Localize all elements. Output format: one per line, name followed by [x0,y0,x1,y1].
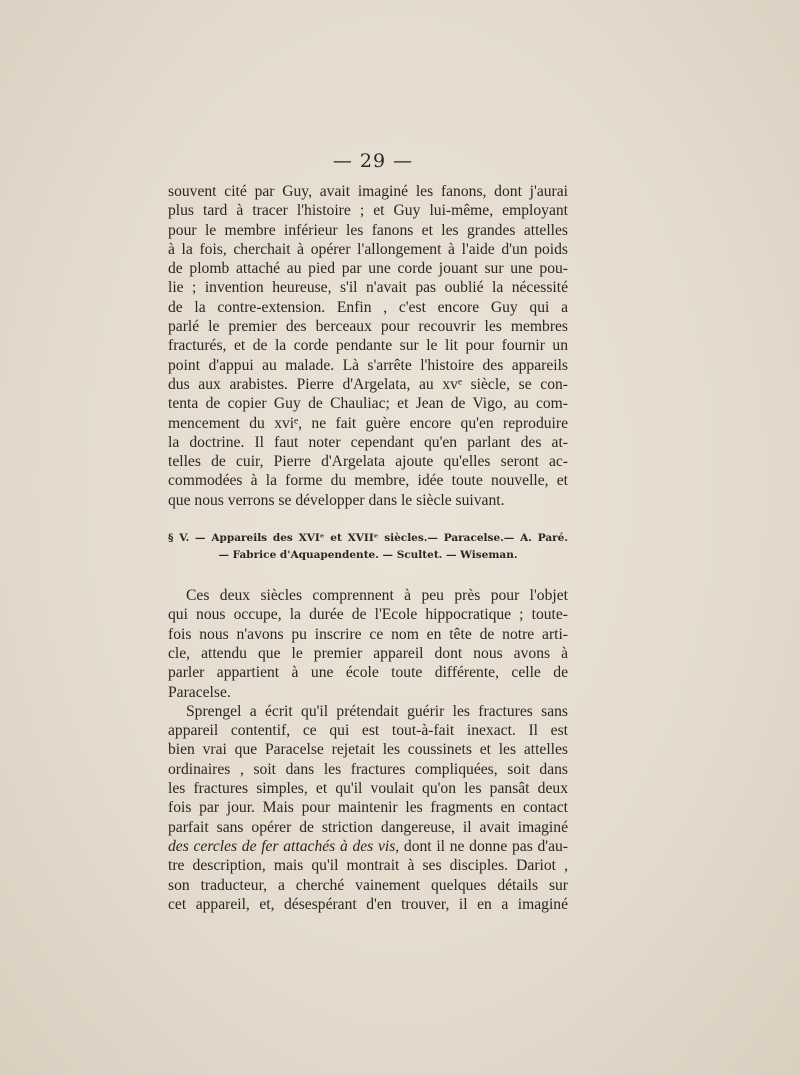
paragraph-3 [168,702,568,914]
text-line: les fractures simples, et qu'il voulait qu'on les pansât deux [168,780,568,798]
text-line: qui nous occupe, la durée de l'Ecole hippocratique ; toute- [168,606,568,624]
text-line: cet appareil, et, désespérant d'en trouver, il en a imaginé [168,895,568,913]
text-line: fois nous n'avons pu inscrire ce nom en tête de notre arti- [168,625,568,643]
text-line: point d'appui au malade. Là s'arrête l'histoire des appareils [168,356,568,374]
text-line: son traducteur, a cherché vainement quelques détails sur [168,876,568,894]
text-run: dont il ne donne pas d'au- [399,837,568,855]
text-line: à la fois, cherchait à opérer l'allongement à l'aide d'un poids [168,240,568,258]
italic-phrase: des cercles de fer attachés à des vis, [168,837,400,855]
text-line: cle, attendu que le premier appareil dont nous avons à [168,644,568,662]
text-line: ordinaires , soit dans les fractures compliquées, soit dans [168,760,568,778]
section-heading-line-1: § V. — Appareils des XVIᵉ et XVIIᵉ siècles.— Paracelse.— A. Paré. [168,532,568,545]
text-line: telles de cuir, Pierre d'Argelata ajoute qu'elles seront ac- [168,453,568,471]
paragraph-1 [168,182,568,510]
text-line: tre description, mais qu'il montrait à ses disciples. Dariot , [168,857,568,875]
text-line: Ces deux siècles comprennent à peu près pour l'objet [186,587,568,605]
paragraph-2 [168,586,568,702]
text-line: pour le membre inférieur les fanons et les grandes attelles [168,221,568,239]
text-line: souvent cité par Guy, avait imaginé les fanons, dont j'aurai [168,183,568,200]
text-line: dus aux arabistes. Pierre d'Argelata, au xvᵉ siècle, se con- [168,375,568,393]
text-line: parfait sans opérer de striction dangereuse, il avait imaginé [168,818,568,836]
text-block [168,182,568,914]
text-line: mencement du xviᵉ, ne fait guère encore qu'en reproduire [168,414,568,432]
text-line: parler appartient à une école toute différente, celle de [168,664,568,682]
text-line-mixed [168,837,568,856]
text-line: de la contre-extension. Enfin , c'est encore Guy qui a [168,298,568,316]
text-line: Sprengel a écrit qu'il prétendait guérir les fractures sans [186,702,568,720]
text-line: que nous verrons se développer dans le siècle suivant. [168,491,505,509]
page-number: — 29 — [332,150,414,172]
text-line: appareil contentif, ce qui est tout-à-fait inexact. Il est [168,722,568,740]
text-line: lie ; invention heureuse, s'il n'avait pas oublié la nécessité [168,279,568,297]
text-line: fracturés, et de la corde pendante sur le lit pour fournir un [168,337,568,355]
section-heading-line-2: — Fabrice d'Aquapendente. — Scultet. — Wiseman. [218,549,518,562]
text-line: fois par jour. Mais pour maintenir les fragments en contact [168,799,568,817]
text-line: de plomb attaché au pied par une corde jouant sur une pou- [168,260,568,278]
text-line: tenta de copier Guy de Chauliac; et Jean de Vigo, au com- [168,395,568,413]
text-line: plus tard à tracer l'histoire ; et Guy lui-même, employant [168,202,568,220]
text-line: commodées à la forme du membre, idée toute nouvelle, et [168,472,568,490]
text-line: bien vrai que Paracelse rejetait les coussinets et les attelles [168,741,568,759]
text-line: la doctrine. Il faut noter cependant qu'en parlant des at- [168,433,568,451]
text-line: parlé le premier des berceaux pour recouvrir les membres [168,318,568,336]
section-heading [168,530,568,564]
text-line: Paracelse. [168,683,231,701]
